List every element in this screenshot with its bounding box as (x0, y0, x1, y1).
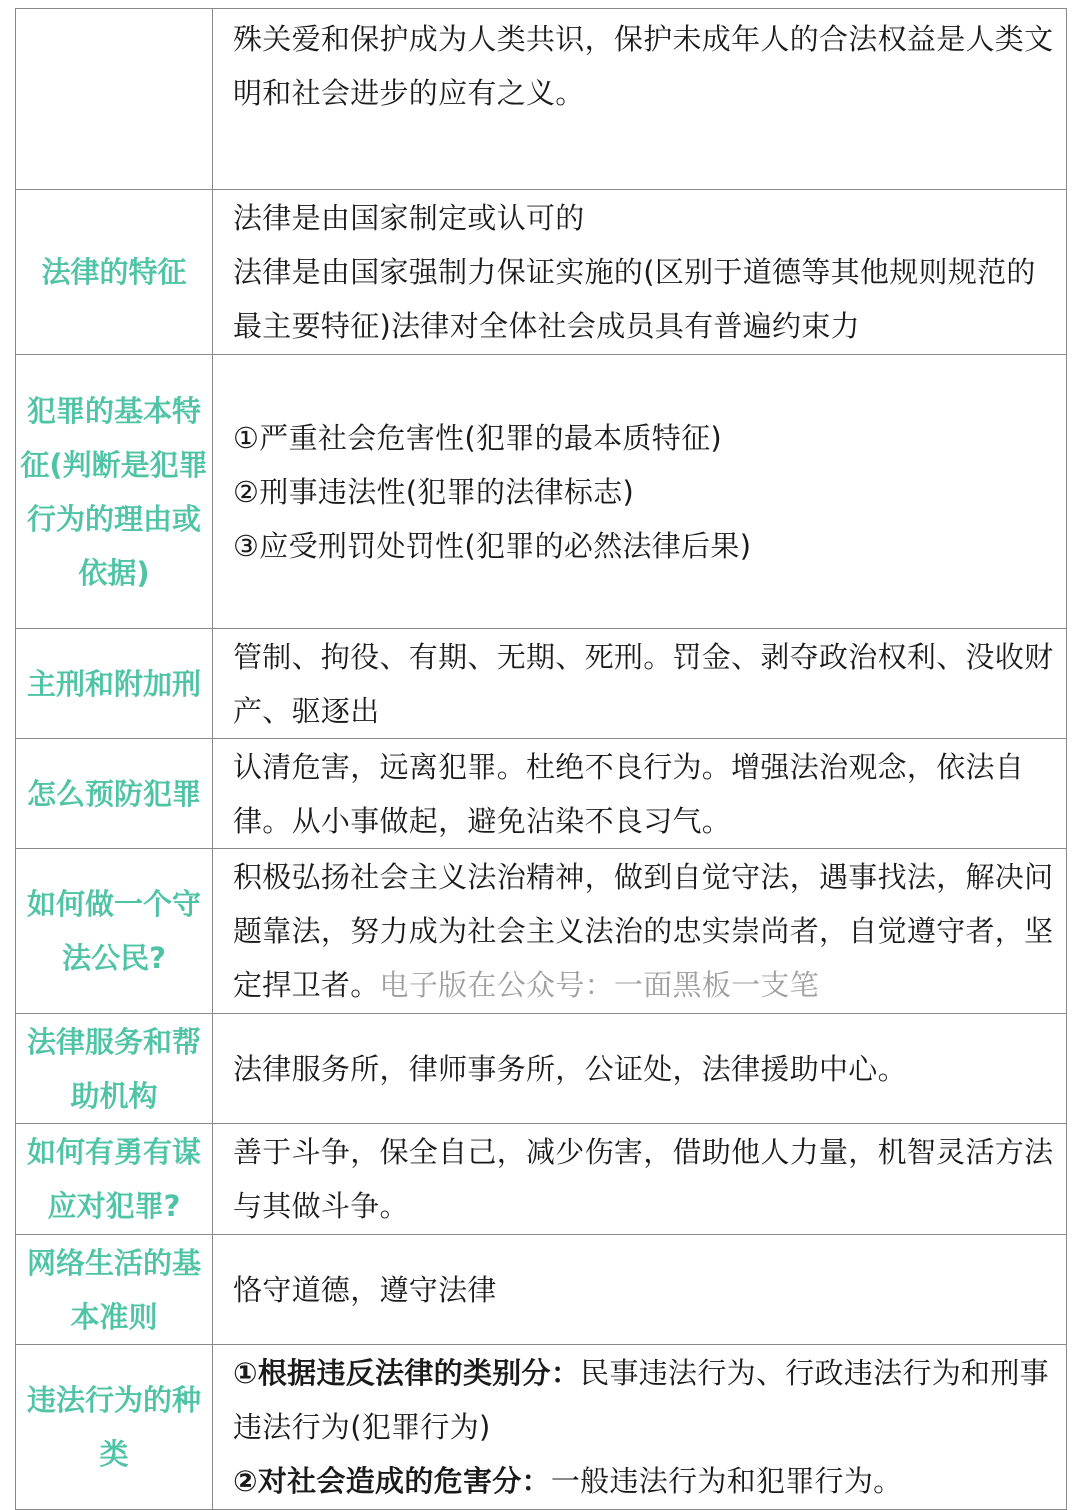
row-content (213, 190, 1067, 354)
content-line: ①严重社会危害性(犯罪的最本质特征) (233, 420, 723, 455)
row-label: 主刑和附加刑 (16, 629, 213, 738)
content-line: 认清危害，远离犯罪。杜绝不良行为。增强法治观念，依法自律。从小事做起，避免沾染不良习气。 (233, 749, 1025, 838)
row-label: 犯罪的基本特征(判断是犯罪行为的理由或依据) (16, 355, 213, 628)
content-paragraph (233, 850, 1062, 1012)
item-text: 民事违法行为、行政违法行为和刑事违法行为(犯罪行为) (233, 1356, 1049, 1444)
watermark-text: 电子版在公众号：一面黑板一支笔 (379, 968, 820, 1002)
table-row (16, 355, 1067, 629)
item-heading: ①根据违反法律的类别分： (233, 1356, 581, 1390)
row-content (213, 355, 1067, 628)
row-content (213, 1014, 1067, 1123)
knowledge-table (15, 8, 1067, 1510)
table-row (16, 1345, 1067, 1510)
row-label: 如何做一个守法公民? (16, 849, 213, 1013)
content-line: 法律是由国家强制力保证实施的(区别于道德等其他规则规范的最主要特征)法律对全体社会成员具有普遍约束力 (233, 255, 1036, 343)
content-item (233, 1454, 1062, 1508)
row-label: 法律的特征 (16, 190, 213, 354)
content-line: ③应受刑罚处罚性(犯罪的必然法律后果) (233, 528, 752, 563)
item-heading: ②对社会造成的危害分： (233, 1464, 551, 1498)
row-label: 如何有勇有谋应对犯罪? (16, 1124, 213, 1234)
row-content (213, 739, 1067, 848)
content-line: 管制、拘役、有期、无期、死刑。罚金、剥夺政治权利、没收财产、驱逐出 (233, 639, 1054, 728)
content-line: 善于斗争，保全自己，减少伤害，借助他人力量，机智灵活方法与其做斗争。 (233, 1135, 1054, 1223)
row-content (213, 1345, 1067, 1509)
row-label (16, 9, 213, 189)
table-row (16, 739, 1067, 849)
table-row (16, 1235, 1067, 1345)
content-item (233, 1346, 1062, 1454)
table-row (16, 849, 1067, 1014)
content-text: 积极弘扬社会主义法治精神，做到自觉守法，遇事找法，解决问题靠法，努力成为社会主义法治的忠实崇尚者，自觉遵守者，坚定捍卫者。 (233, 860, 1054, 1002)
row-content (213, 1124, 1067, 1234)
row-label: 怎么预防犯罪 (16, 739, 213, 848)
table-row (16, 1014, 1067, 1124)
row-content (213, 1235, 1067, 1344)
content-line: 法律服务所，律师事务所，公证处，法律援助中心。 (233, 1051, 907, 1086)
row-content (213, 849, 1067, 1013)
table-row (16, 1124, 1067, 1235)
row-label: 违法行为的种类 (16, 1345, 213, 1509)
row-label: 网络生活的基本准则 (16, 1235, 213, 1344)
content-line: ②刑事违法性(犯罪的法律标志) (233, 474, 635, 509)
table-row (16, 629, 1067, 739)
table-row (16, 9, 1067, 190)
row-label: 法律服务和帮助机构 (16, 1014, 213, 1123)
content-line: 殊关爱和保护成为人类共识，保护未成年人的合法权益是人类文明和社会进步的应有之义。 (233, 22, 1054, 110)
content-line: 恪守道德，遵守法律 (233, 1272, 497, 1307)
content-line: 法律是由国家制定或认可的 (233, 201, 585, 235)
table-row (16, 190, 1067, 355)
row-content (213, 9, 1067, 189)
item-text: 一般违法行为和犯罪行为。 (550, 1464, 903, 1498)
row-content (213, 629, 1067, 738)
